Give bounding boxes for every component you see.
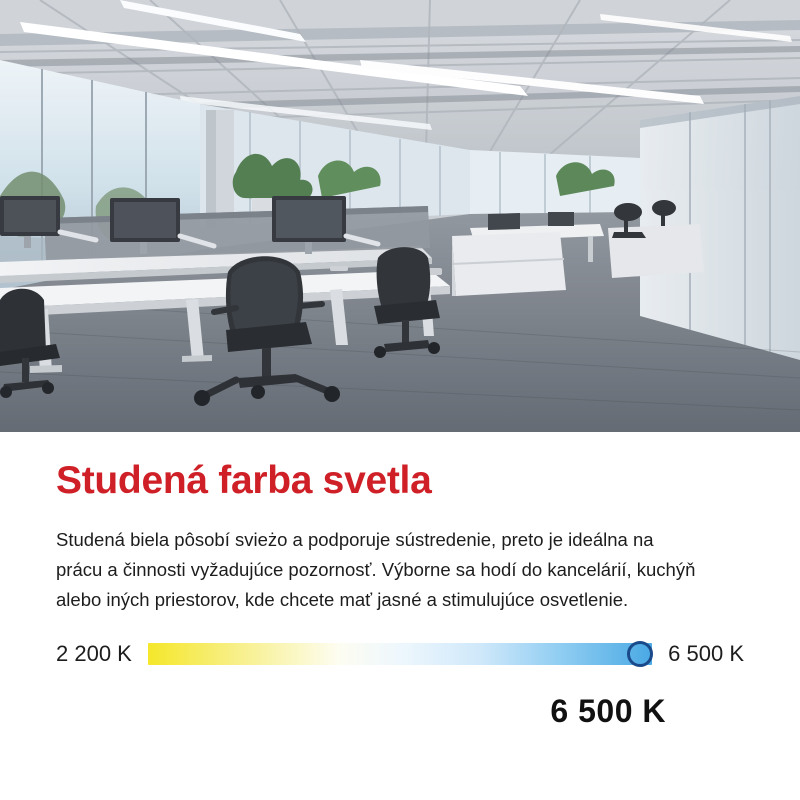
slider-max-label: 6 500 K [668,640,744,666]
slider-min-label: 2 200 K [56,640,132,666]
slider-gradient-track[interactable] [148,643,652,665]
page-title: Studená farba svetla [56,459,432,502]
selected-value-row [56,693,744,730]
info-content [0,432,800,800]
slider-track-wrapper[interactable] [148,641,652,667]
slider-knob[interactable] [627,641,653,667]
color-temperature-slider[interactable] [56,641,744,667]
selected-temperature-value: 6 500 K [550,692,666,729]
description-text: Studená biela pôsobí svieżo a podporuje sústredenie, preto je ideálna na prácu a činnosti vyžadujúce pozornosť. Výborne sa hodí do kancelárií, kuchýň alebo iných priestorov, kde chcete mať jasné a stimulujúce osvetlenie. [56,528,696,610]
